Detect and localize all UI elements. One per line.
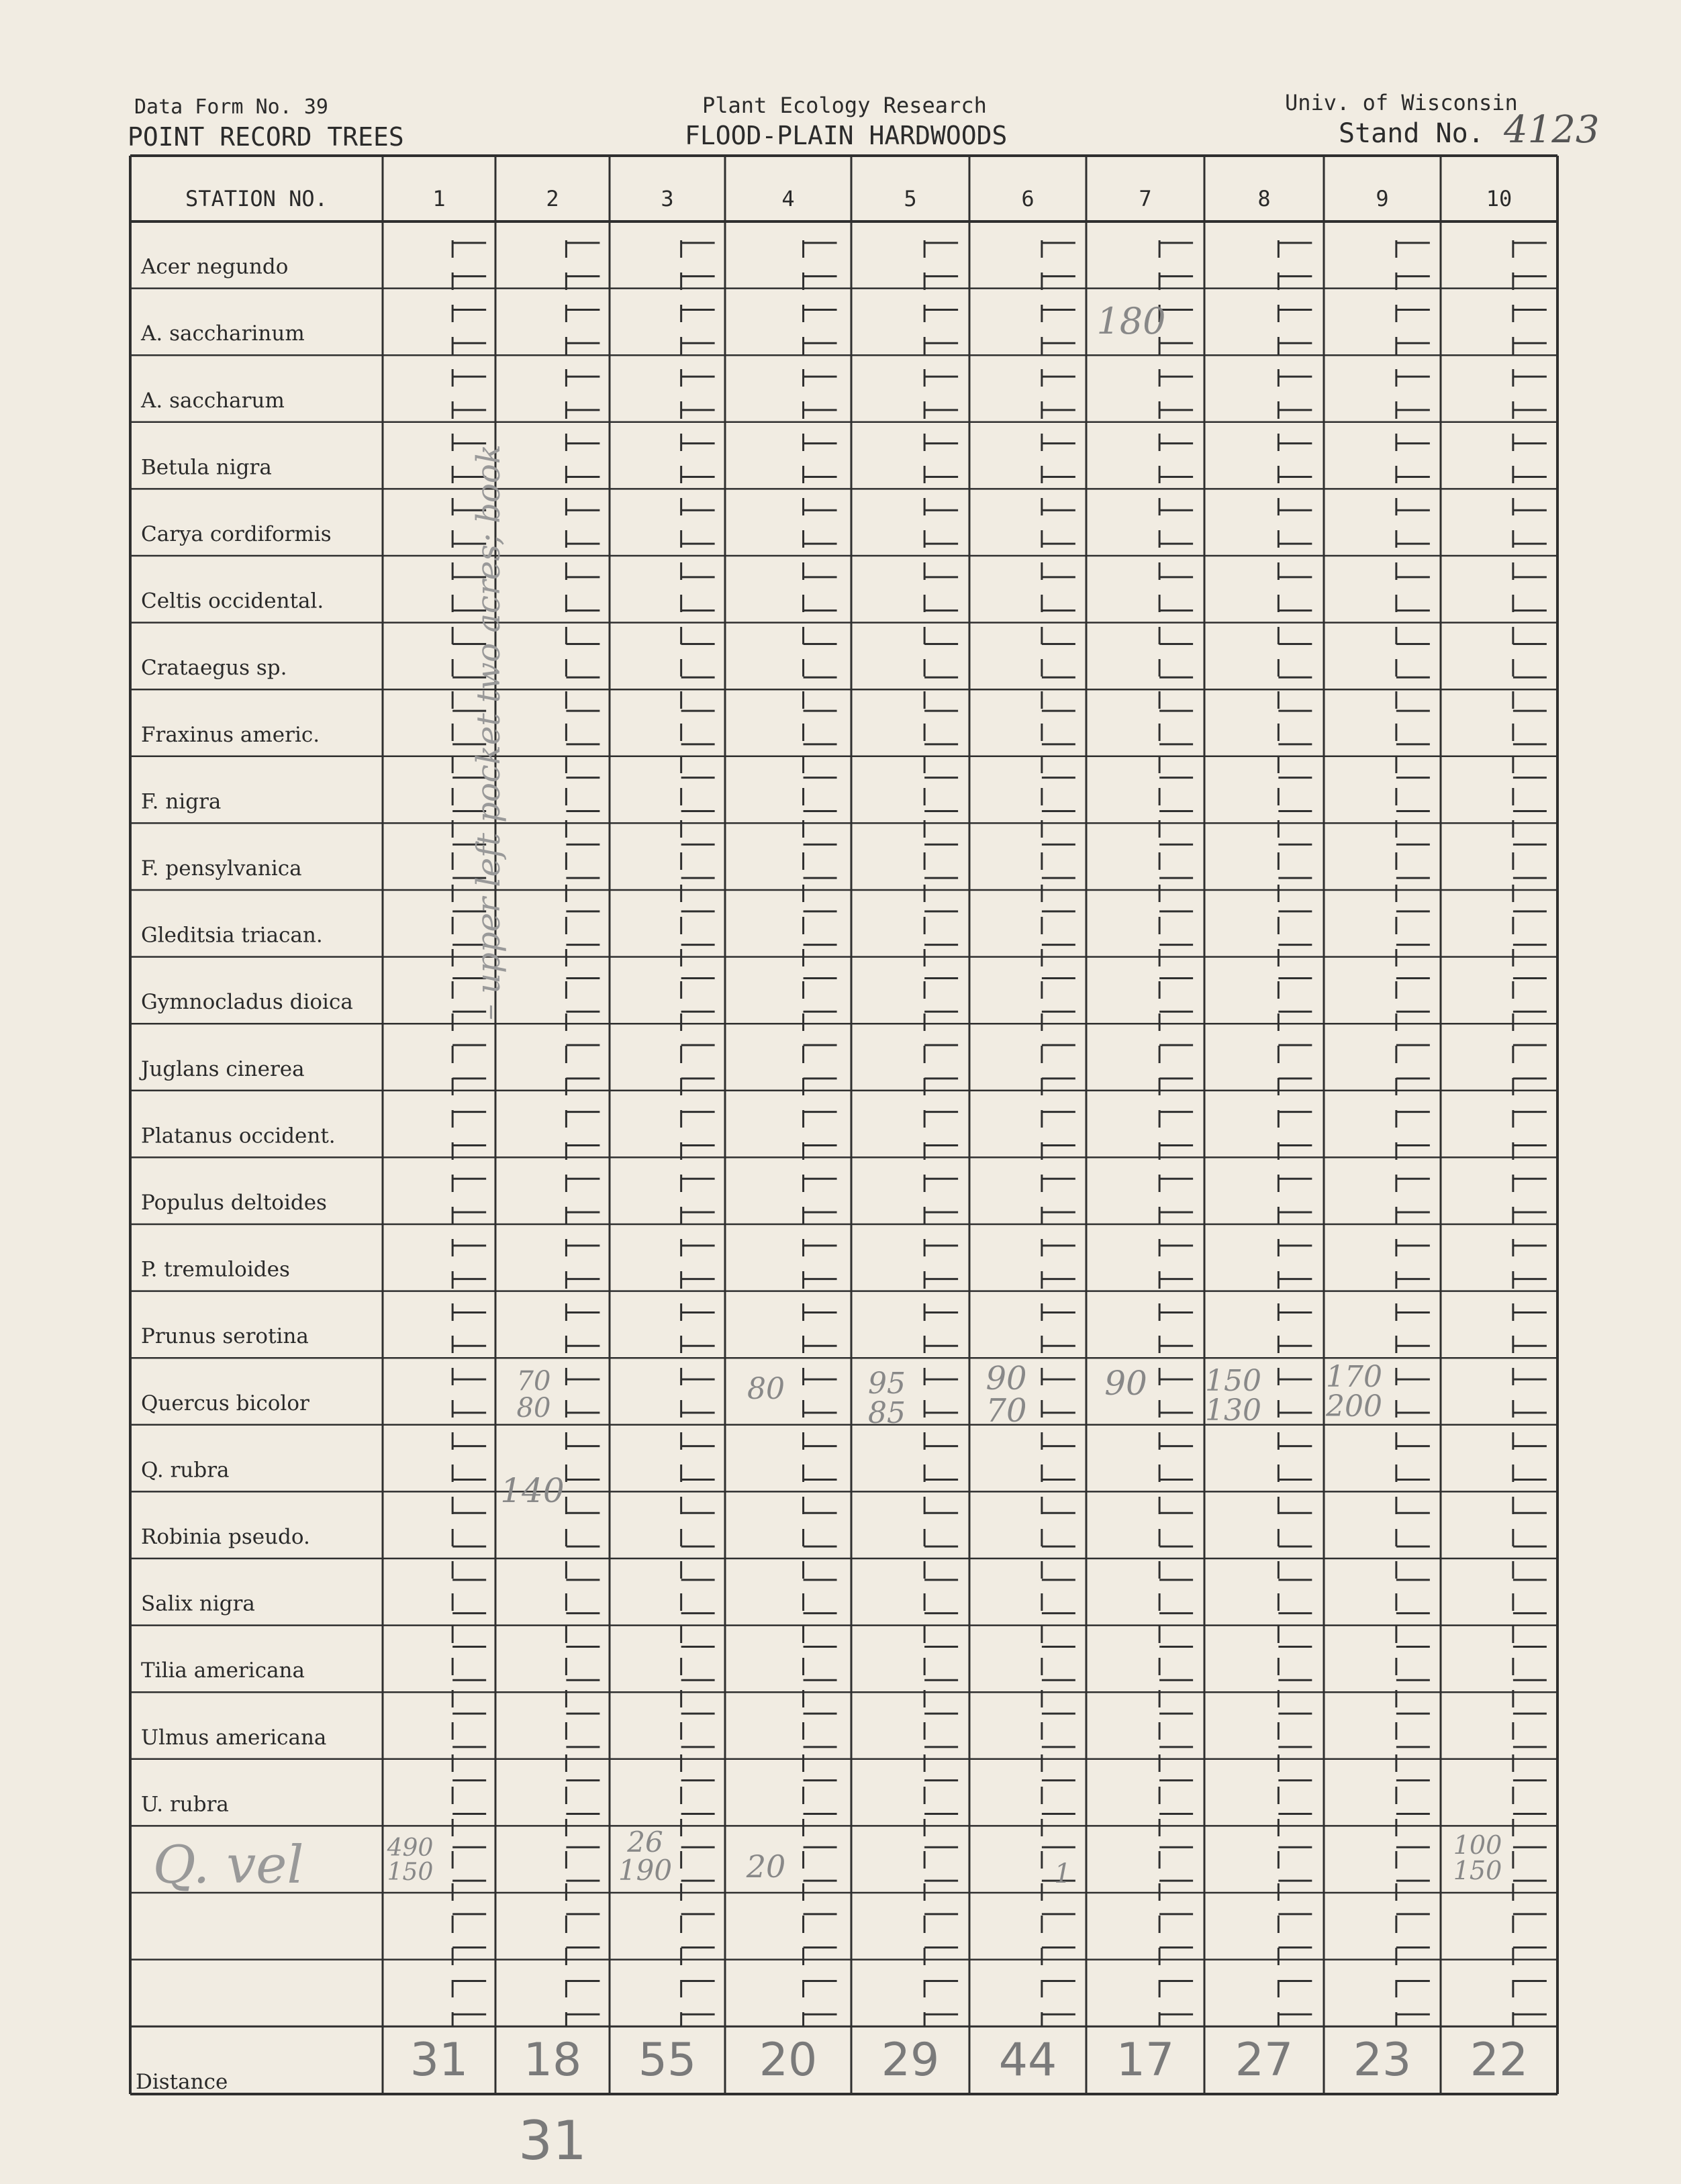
entry-bicolor-station-7: 90 bbox=[1104, 1364, 1147, 1403]
species-label: Fraxinus americ. bbox=[141, 722, 320, 747]
species-label: Crataegus sp. bbox=[141, 656, 287, 681]
entry-rubra-station-2: 140 bbox=[500, 1471, 565, 1510]
entry-vel-station-1: 490 150 bbox=[387, 1834, 434, 1886]
station-number-1: 1 bbox=[432, 186, 446, 211]
distance-value-station-7: 17 bbox=[1116, 2034, 1175, 2087]
entry-bicolor-station-6: 90 70 bbox=[986, 1360, 1027, 1430]
stand-number-value: 4123 bbox=[1504, 108, 1600, 152]
species-label: Carya cordiformis bbox=[141, 522, 332, 546]
station-no-header: STATION NO. bbox=[185, 186, 328, 211]
station-number-5: 5 bbox=[904, 186, 917, 211]
station-number-6: 6 bbox=[1021, 186, 1035, 211]
station-number-3: 3 bbox=[661, 186, 674, 211]
distance-value-station-2: 18 bbox=[523, 2034, 582, 2087]
distance-value-station-4: 20 bbox=[759, 2034, 818, 2087]
distance-value-station-8: 27 bbox=[1235, 2034, 1294, 2087]
species-label: Gymnocladus dioica bbox=[141, 990, 353, 1015]
species-label: Tilia americana bbox=[141, 1658, 305, 1683]
station-number-4: 4 bbox=[781, 186, 795, 211]
species-label: Robinia pseudo. bbox=[141, 1525, 310, 1549]
species-label: A. saccharum bbox=[141, 388, 285, 413]
species-label: Platanus occident. bbox=[141, 1124, 336, 1148]
distance-value-station-9: 23 bbox=[1353, 2034, 1412, 2087]
entry-bicolor-station-5: 95 85 bbox=[868, 1367, 906, 1430]
species-label: Populus deltoides bbox=[141, 1191, 327, 1215]
station-number-9: 9 bbox=[1376, 186, 1389, 211]
station-number-2: 2 bbox=[546, 186, 559, 211]
station-number-7: 7 bbox=[1139, 186, 1152, 211]
entry-bicolor-station-2: 70 80 bbox=[516, 1366, 551, 1424]
form-title: POINT RECORD TREES bbox=[128, 122, 404, 152]
species-label: F. pensylvanica bbox=[141, 856, 302, 881]
distance-label: Distance bbox=[136, 2070, 228, 2094]
station-number-8: 8 bbox=[1257, 186, 1271, 211]
distance-value-station-5: 29 bbox=[881, 2034, 940, 2087]
forest-type-title: FLOOD-PLAIN HARDWOODS bbox=[685, 121, 1008, 150]
species-label: Gleditsia triacan. bbox=[141, 923, 323, 948]
entry-vel-station-4: 20 bbox=[746, 1848, 786, 1885]
species-label: Celtis occidental. bbox=[141, 589, 324, 613]
entry-vel-station-3: 26 190 bbox=[618, 1826, 673, 1887]
species-label: Quercus bicolor bbox=[141, 1391, 309, 1416]
species-label: Q. rubra bbox=[141, 1458, 230, 1483]
distance-value-station-1: 31 bbox=[410, 2034, 469, 2087]
entry-vel-station-6: 1 bbox=[1054, 1858, 1071, 1889]
species-label: U. rubra bbox=[141, 1792, 229, 1817]
species-label: Juglans cinerea bbox=[141, 1056, 305, 1081]
entry-saccharinum-station-7: 180 bbox=[1096, 300, 1166, 342]
distance-value-station-3: 55 bbox=[638, 2034, 697, 2087]
species-label: Ulmus americana bbox=[141, 1725, 327, 1750]
species-label: Acer negundo bbox=[141, 254, 289, 279]
extra-species-label: Q. vel bbox=[152, 1835, 304, 1895]
entry-bicolor-station-8: 150 130 bbox=[1205, 1364, 1261, 1428]
species-label: A. saccharinum bbox=[141, 321, 305, 346]
stand-number-label: Stand No. bbox=[1339, 118, 1484, 149]
distance-value-station-10: 22 bbox=[1470, 2034, 1529, 2087]
form-number: Data Form No. 39 bbox=[134, 95, 328, 119]
species-label: Prunus serotina bbox=[141, 1324, 309, 1349]
distance-note-below-station-2: 31 bbox=[518, 2109, 587, 2172]
entry-bicolor-station-9: 170 200 bbox=[1326, 1360, 1382, 1424]
species-label: P. tremuloides bbox=[141, 1257, 290, 1282]
station-number-10: 10 bbox=[1486, 186, 1512, 211]
entry-vel-station-10: 100 150 bbox=[1453, 1830, 1502, 1885]
university-label: Univ. of Wisconsin bbox=[1285, 90, 1518, 115]
organization-label: Plant Ecology Research bbox=[702, 93, 987, 118]
species-label: Betula nigra bbox=[141, 455, 272, 480]
species-label: Salix nigra bbox=[141, 1591, 255, 1616]
species-label: F. nigra bbox=[141, 789, 222, 814]
distance-value-station-6: 44 bbox=[998, 2034, 1057, 2087]
entry-bicolor-station-4: 80 bbox=[747, 1372, 785, 1406]
margin-note: – upper left pocket two acres; book bbox=[470, 444, 508, 1020]
